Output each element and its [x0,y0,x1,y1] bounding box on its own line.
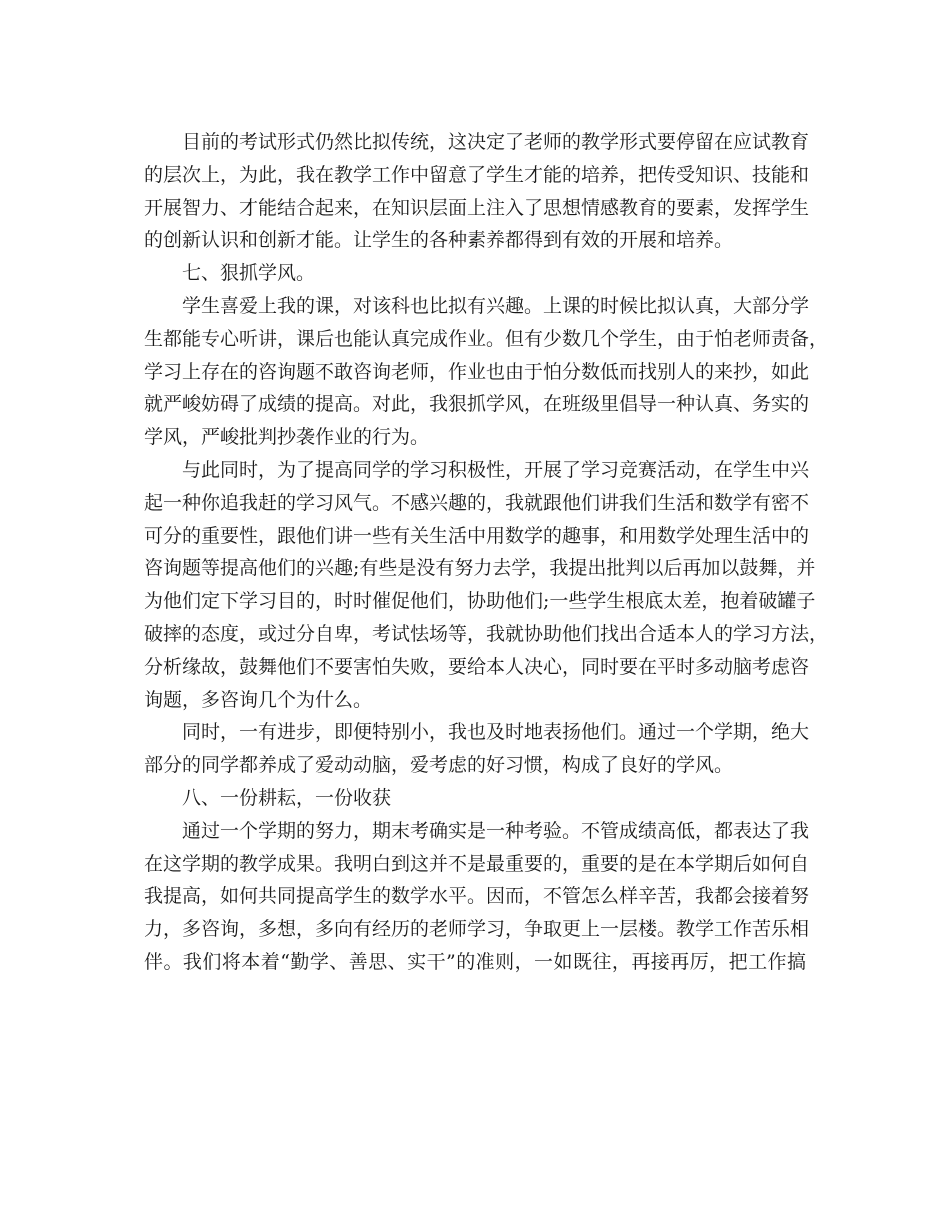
paragraph-competition [144,454,829,716]
text-line: 分析缘故，鼓舞他们不要害怕失败，要给本人决心，同时要在平时多动脑考虑咨 [144,655,810,678]
paragraph-exam-format [144,126,810,257]
paragraph-harvest [144,815,810,979]
text-line: 学生喜爱上我的课，对该科也比拟有兴趣。上课的时候比拟认真，大部分学 [182,294,810,317]
text-line: 就严峻妨碍了成绩的提高。对此，我狠抓学风，在班级里倡导一种认真、务实的 [144,393,810,416]
text-line: 力，多咨询，多想，多向有经历的老师学习，争取更上一层楼。教学工作苦乐相 [144,918,810,941]
paragraph-study-style [144,290,829,454]
text-line: 可分的重要性，跟他们讲一些有关生活中用数学的趣事，和用数学处理生活中的 [144,524,810,547]
text-line: 的创新认识和创新才能。让学生的各种素养都得到有效的开展和培养。 [144,229,734,252]
text-line: 学习上存在的咨询题不敢咨询老师，作业也由于怕分数低而找别人的来抄，如此 [144,360,810,383]
text-line: 开展智力、才能结合起来，在知识层面上注入了思想情感教育的要素，发挥学生 [144,196,810,219]
text-line: 同时，一有进步，即便特别小，我也及时地表扬他们。通过一个学期，绝大 [182,721,810,744]
text-line: 我提高，如何共同提高学生的数学水平。因而，不管怎么样辛苦，我都会接着努 [144,885,810,908]
text-line: 的层次上，为此，我在教学工作中留意了学生才能的培养，把传受知识、技能和 [144,163,810,186]
text-line: 学风，严峻批判抄袭作业的行为。 [144,426,430,449]
text-line: 生都能专心听讲，课后也能认真完成作业。但有少数几个学生，由于怕老师责备， [144,327,829,350]
text-line: 目前的考试形式仍然比拟传统，这决定了老师的教学形式要停留在应试教育 [182,131,810,153]
text-line: 通过一个学期的努力，期末考确实是一种考验。不管成绩高低，都表达了我 [182,819,810,842]
text-line: 与此同时，为了提高同学的学习积极性，开展了学习竞赛活动，在学生中兴 [182,458,810,481]
text-line: 为他们定下学习目的，时时催促他们，协助他们;一些学生根底太差，抱着破罐子 [144,590,816,613]
text-line: 在这学期的教学成果。我明白到这并不是最重要的，重要的是在本学期后如何自 [144,852,810,875]
text-line: 破摔的态度，或过分自卑，考试怯场等，我就协助他们找出合适本人的学习方法， [144,622,829,645]
section-heading-seven [144,257,806,290]
text-line: 咨询题等提高他们的兴趣;有些是没有努力去学，我提出批判以后再加以鼓舞，并 [144,557,816,580]
text-line: 伴。我们将本着“勤学、善思、实干”的准则，一如既往，再接再厉，把工作搞 [144,950,806,973]
document-body [144,126,829,979]
heading-text: 七、狠抓学风。 [182,262,316,285]
paragraph-praise [144,716,810,782]
text-line: 部分的同学都养成了爱动动脑，爱考虑的好习惯，构成了良好的学风。 [144,754,734,777]
section-heading-eight [144,782,806,815]
text-line: 起一种你追我赶的学习风气。不感兴趣的，我就跟他们讲我们生活和数学有密不 [144,491,810,514]
heading-text: 八、一份耕耘，一份收获 [182,786,392,809]
text-line: 询题，多咨询几个为什么。 [144,688,373,711]
